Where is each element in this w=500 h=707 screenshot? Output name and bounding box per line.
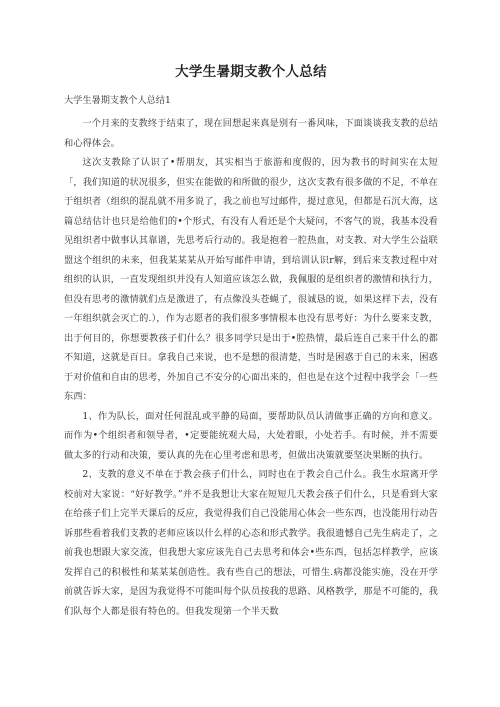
paragraph-point-1: 1、作为队长，面对任何混乱或平静的局面，要帮助队员认清做事正确的方向和意义。而作为•个组织者和领导者，•定要能统观大局，大处着眼，小处若手。有时候，并不需要做太多的行动和决策，要认真的先在心里考虑和思考，但做出决策就要坚决果断的执行。 — [64, 410, 438, 461]
document-title: 大学生暑期支教个人总结 — [175, 64, 327, 80]
document-subtitle: 大学生暑期支教个人总结1 — [64, 95, 171, 106]
paragraph-reflection: 这次支教除了认识了•帮朋友，其实相当于旅游和度假的，因为教书的时间实在太短「，我们知道的状况很多，但实在能做的和所做的很少，这次支教有很多做的不足，不单在于组织者（组织的混乱就不用多说了，我之前也写过邮件，提过意见，但都是石沉大海，这篇总结估计也只是给他们的•个形式，有没有人看还是个大疑问，不客气的说，我基本没看见组织者中做事认其靠谱，先思考后行动的。我是抱着一腔热血，对支教、对大学生公益联盟这个组织的未来，但我某某某从开始写邮件申请，到培训认识r解，到后来支教过程中对组织的认识，一直发现组织并没有人知道应该怎么做，我佩服的是组织者的激情和执行力，但没有思考的激情就们点是激进了，有点像没头苍蝇了，很诚恳的说，如果这样下去，没有一年组织就会灭亡的.），作为志愿者的我们很多事情根本也没有思考好：为什么要来支教，出于何目的，你想要教孩子们什么？很多同学只是出于•腔热情，最后连自己来干什么的都不知道，这就是百日。拿我自己来说，也不是想的很清楚，当时是困惑于自己的未来，困惑于对价值和自由的思考，外加自己不安分的心面出来的，但也是在这个过程中我学会「一些东西： — [64, 157, 438, 402]
paragraph-point-2: 2、支教的意义不单在于教会孩子们什么，同时也在于教会自己什么。我生水瑄离开学校前对大家说：“好好教学。”并不是我想让大家在短短几天教会孩子们什么，只是看到大家在给孩子们上完半天课后的反应，我觉得我们自己没能用心体会一些东西，也没能用行动告诉那些看着我们支教的老师应该以什么样的心态和形式教学。我很遗憾自己先生病走了，之前我也想跟大家交流，但我想大家应该先自己去思考和体会•些东西，包括怎样教学，应该发挥自己的积极性和某某某创造性。我有些自己的想法，可惜生.病都没能实施，没在开学前就告诉大家，是因为我觉得不可能叫每个队员按我的思路、风格教学，那是不可能的，我们队每个人都是很有特色的。但我发现第一个半天数 — [64, 469, 438, 617]
paragraph-intro: 一个月来的支教终于结束了，现在回想起来真是别有一番风味，下面谈谈我支教的总结和心得体会。 — [64, 118, 438, 149]
